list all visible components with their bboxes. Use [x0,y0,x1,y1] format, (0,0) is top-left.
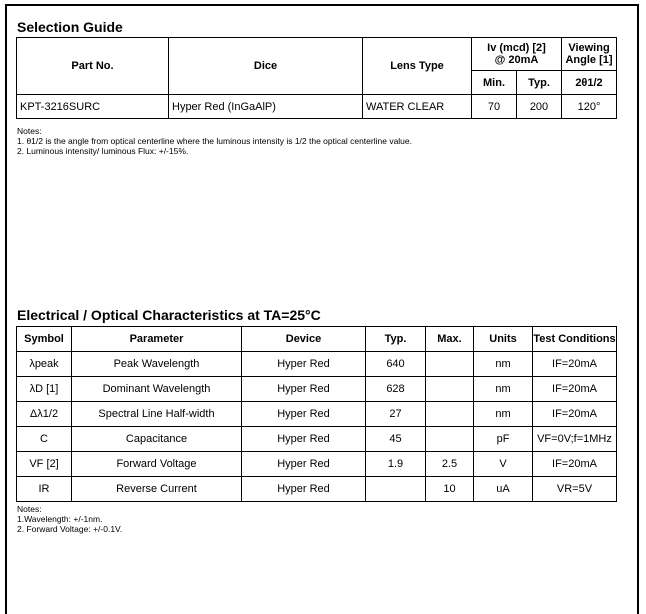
header-dice: Dice [169,38,363,95]
table-row [17,477,617,502]
cell-min: 70 [472,95,517,119]
header-iv [472,38,562,71]
selection-guide-title: Selection Guide [17,19,123,35]
cell-symbol: λD [1] [17,377,72,402]
header-max: Max. [426,327,474,352]
header-part-no: Part No. [17,38,169,95]
cell-units: nm [474,377,533,402]
cell-test-conditions: VR=5V [533,477,617,502]
cell-test-conditions: IF=20mA [533,452,617,477]
cell-symbol: C [17,427,72,452]
cell-parameter: Capacitance [72,427,242,452]
cell-parameter: Peak Wavelength [72,352,242,377]
cell-symbol: λpeak [17,352,72,377]
header-viewing-angle [562,38,617,71]
cell-typ: 1.9 [366,452,426,477]
header-typ: Typ. [366,327,426,352]
cell-units: nm [474,352,533,377]
cell-typ [366,477,426,502]
cell-units: uA [474,477,533,502]
header-iv-line1: Iv (mcd) [2] [487,42,546,54]
cell-typ: 628 [366,377,426,402]
header-min: Min. [472,71,517,95]
cell-parameter: Forward Voltage [72,452,242,477]
note-line: Notes: [17,504,42,514]
selection-notes [17,126,412,156]
table-row [17,452,617,477]
cell-test-conditions: IF=20mA [533,352,617,377]
header-viewing-line2: Angle [1] [565,54,613,66]
table-row [17,427,617,452]
header-test-conditions: Test Conditions [533,327,617,352]
header-theta: 2θ1/2 [562,71,617,95]
cell-device: Hyper Red [242,402,366,427]
cell-test-conditions: IF=20mA [533,377,617,402]
electrical-notes [17,504,122,534]
cell-dice: Hyper Red (InGaAlP) [169,95,363,119]
header-lens-type: Lens Type [363,38,472,95]
header-typ: Typ. [517,71,562,95]
note-line: 1.Wavelength: +/-1nm. [17,514,103,524]
table-row [17,95,617,119]
cell-max: 10 [426,477,474,502]
note-line: 1. θ1/2 is the angle from optical centerline where the luminous intensity is 1/2 the optical centerline value. [17,136,413,146]
note-line: Notes: [17,126,42,136]
cell-max [426,427,474,452]
cell-symbol: Δλ1/2 [17,402,72,427]
cell-max: 2.5 [426,452,474,477]
cell-parameter: Spectral Line Half-width [72,402,242,427]
header-parameter: Parameter [72,327,242,352]
note-line: 2. Luminous intensity/ luminous Flux: +/-15%. [17,146,189,156]
table-row [17,377,617,402]
table-row [17,352,617,377]
cell-typ: 640 [366,352,426,377]
header-row [17,327,617,352]
cell-symbol: VF [2] [17,452,72,477]
cell-lens-type: WATER CLEAR [363,95,472,119]
header-iv-line2: @ 20mA [494,54,539,66]
cell-typ: 45 [366,427,426,452]
cell-max [426,352,474,377]
cell-max [426,402,474,427]
cell-device: Hyper Red [242,477,366,502]
header-symbol: Symbol [17,327,72,352]
cell-parameter: Reverse Current [72,477,242,502]
note-line: 2. Forward Voltage: +/-0.1V. [17,524,123,534]
header-device: Device [242,327,366,352]
cell-units: pF [474,427,533,452]
cell-max [426,377,474,402]
cell-device: Hyper Red [242,427,366,452]
electrical-table [16,326,617,502]
cell-angle: 120° [562,95,617,119]
cell-device: Hyper Red [242,377,366,402]
cell-units: nm [474,402,533,427]
selection-guide-table [16,37,617,119]
cell-symbol: IR [17,477,72,502]
header-viewing-line1: Viewing [568,42,610,54]
cell-units: V [474,452,533,477]
table-row [17,402,617,427]
cell-part-no: KPT-3216SURC [17,95,169,119]
electrical-title: Electrical / Optical Characteristics at TA=25°C [17,307,321,323]
cell-parameter: Dominant Wavelength [72,377,242,402]
cell-typ: 27 [366,402,426,427]
cell-test-conditions: IF=20mA [533,402,617,427]
cell-test-conditions: VF=0V;f=1MHz [533,427,617,452]
cell-device: Hyper Red [242,452,366,477]
cell-device: Hyper Red [242,352,366,377]
cell-typ: 200 [517,95,562,119]
header-units: Units [474,327,533,352]
